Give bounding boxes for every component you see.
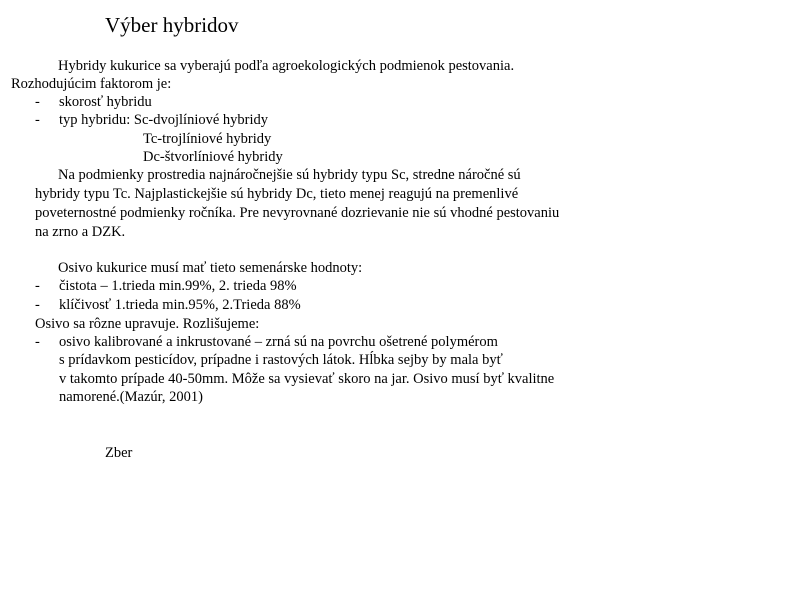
list-subitem-tc: Tc-trojlíniové hybridy <box>143 131 272 147</box>
paragraph-line: hybridy typu Tc. Najplastickejšie sú hybridy Dc, tieto menej reagujú na premenlivé <box>35 186 519 202</box>
bullet-marker: - <box>35 334 40 350</box>
bullet-marker: - <box>35 297 40 313</box>
paragraph-line: na zrno a DZK. <box>35 224 126 240</box>
paragraph-line: Na podmienky prostredia najnáročnejšie sú hybridy typu Sc, stredne náročné sú <box>58 167 521 183</box>
next-heading-partial: Zber <box>105 445 133 461</box>
list-item-speed: skorosť hybridu <box>59 94 152 110</box>
treated-seed-line: s prídavkom pesticídov, prípadne i rastových látok. Hĺbka sejby by mala byť <box>59 352 503 368</box>
treated-seed-line: osivo kalibrované a inkrustované – zrná sú na povrchu ošetrené polymérom <box>59 334 498 350</box>
bullet-marker: - <box>35 278 40 294</box>
list-subitem-dc: Dc-štvorlíniové hybridy <box>143 149 283 165</box>
bullet-marker: - <box>35 112 40 128</box>
bullet-marker: - <box>35 94 40 110</box>
treated-seed-line: namorené.(Mazúr, 2001) <box>59 389 203 405</box>
seed-adjust-line: Osivo sa rôzne upravuje. Rozlišujeme: <box>35 316 260 332</box>
list-item-type: typ hybridu: Sc-dvojlíniové hybridy <box>59 112 269 128</box>
list-item-purity: čistota – 1.trieda min.99%, 2. trieda 98% <box>59 278 297 294</box>
list-item-germination: klíčivosť 1.trieda min.95%, 2.Trieda 88% <box>59 297 301 313</box>
page-title: Výber hybridov <box>105 13 239 37</box>
intro-line-1: Hybridy kukurice sa vyberajú podľa agroekologických podmienok pestovania. <box>58 58 515 74</box>
paragraph-line: poveternostné podmienky ročníka. Pre nevyrovnané dozrievanie nie sú vhodné pestovaniu <box>35 205 560 221</box>
intro-line-2: Rozhodujúcim faktorom je: <box>11 76 172 92</box>
treated-seed-line: v takomto prípade 40-50mm. Môže sa vysievať skoro na jar. Osivo musí byť kvalitne <box>59 371 555 387</box>
seed-intro: Osivo kukurice musí mať tieto semenárske hodnoty: <box>58 260 363 276</box>
